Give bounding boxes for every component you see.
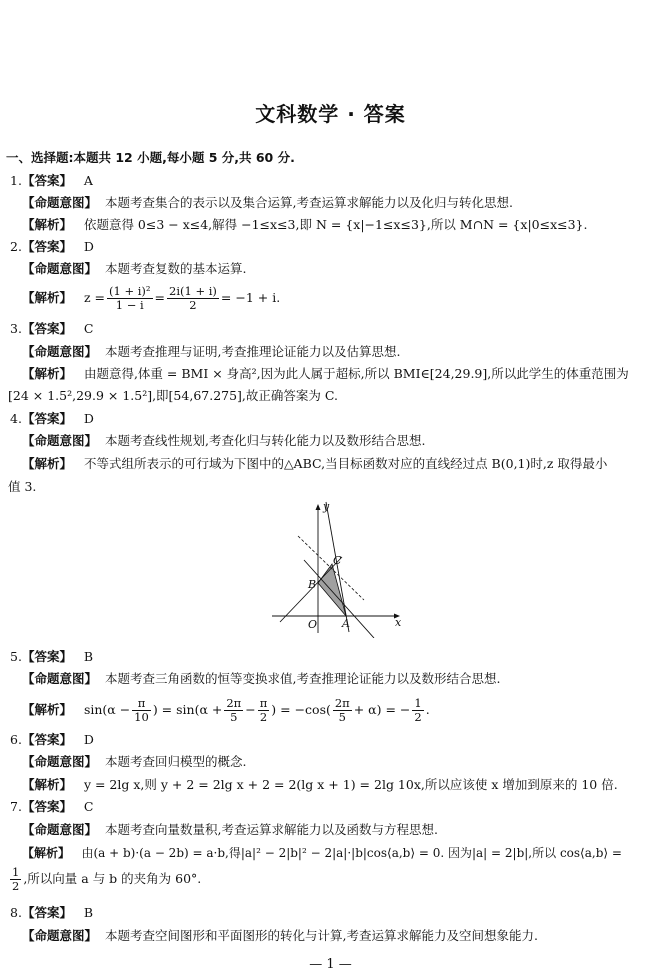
q7-solution-1: 由(a + b)·(a − 2b) = a·b,得|a|² − 2|b|² − 2|a|·|b|cos⟨a,b⟩ = 0. 因为|a| = 2|b|,所以 cos⟨a,b⟩ = <box>81 846 622 860</box>
q4-answer-label: 【答案】 <box>21 411 72 426</box>
point-a-label: A <box>342 617 350 630</box>
q2-answer-label: 【答案】 <box>21 239 72 254</box>
page-number: — 1 — <box>309 957 352 972</box>
section-heading: 一、选择题:本题共 12 小题,每小题 5 分,共 60 分. <box>6 150 295 165</box>
q3-answer: C <box>83 321 94 336</box>
q8-intent: 本题考查空间图形和平面图形的转化与计算,考查运算求解能力及空间想象能力. <box>104 928 538 943</box>
q5-sol-text: + α) = − <box>353 702 411 717</box>
q5-frac1-den: 10 <box>134 710 149 724</box>
q6-solution: y = 2lg x,则 y + 2 = 2lg x + 2 = 2(lg x + 1) = 2lg 10x,所以应该使 x 增加到原来的 10 倍. <box>83 777 618 792</box>
q5-intent-label: 【命题意图】 <box>22 671 98 686</box>
q8-intent-line <box>22 928 538 944</box>
q7-solution-line <box>22 845 622 861</box>
q4-number: 4. <box>10 411 22 426</box>
q2-frac2-den: 2 <box>189 298 197 312</box>
q3-intent: 本题考查推理与证明,考查推理论证能力以及估算思想. <box>104 344 401 359</box>
origin-label: O <box>308 618 318 631</box>
q2-sol-text: z = <box>83 290 105 305</box>
q6-number: 6. <box>10 732 22 747</box>
q5-frac4-num: 2π <box>334 696 350 710</box>
q5-frac1-num: π <box>132 697 151 711</box>
q7-solution-2-line <box>8 864 201 894</box>
page-title: 文科数学 · 答案 <box>255 102 406 126</box>
q8-intent-label: 【命题意图】 <box>22 928 98 943</box>
q7-intent-line <box>22 822 438 838</box>
q5-number: 5. <box>10 649 22 664</box>
q4-intent-line <box>22 433 425 449</box>
q2-sol-text: = <box>154 290 165 305</box>
q1-number: 1. <box>10 173 22 188</box>
q2-answer-line <box>10 239 94 255</box>
q7-solution-label: 【解析】 <box>22 846 71 860</box>
q3-intent-label: 【命题意图】 <box>22 344 98 359</box>
q5-answer: B <box>83 649 94 664</box>
q7-answer: C <box>83 799 94 814</box>
q1-solution: 依题意得 0≤3 − x≤4,解得 −1≤x≤3,即 N = {x|−1≤x≤3},所以 M∩N = {x|0≤x≤3}. <box>83 217 588 232</box>
q5-sol-text: ) = sin(α + <box>152 702 223 717</box>
q5-frac3-num: π <box>259 696 268 710</box>
q5-sol-text: . <box>425 702 430 717</box>
q3-solution-1: 由题意得,体重 = BMI × 身高²,因为此人属于超标,所以 BMI∈[24,29.9],所以此学生的体重范围为 <box>83 366 629 381</box>
q5-frac2-num: 2π <box>226 696 242 710</box>
q4-solution-label: 【解析】 <box>22 456 73 471</box>
q4-solution-line <box>22 456 607 472</box>
q7-frac1-den: 2 <box>12 879 20 893</box>
q5-frac2-den: 5 <box>230 710 238 724</box>
point-b-label: B <box>308 578 317 591</box>
q2-solution-line <box>22 283 280 313</box>
q1-answer-line <box>10 173 93 189</box>
q6-solution-label: 【解析】 <box>22 777 73 792</box>
q2-intent-line <box>22 261 246 277</box>
q6-intent-label: 【命题意图】 <box>22 754 98 769</box>
q4-solution-2: 值 3. <box>8 479 37 494</box>
q1-solution-label: 【解析】 <box>22 217 73 232</box>
q4-intent-label: 【命题意图】 <box>22 433 98 448</box>
q7-intent-label: 【命题意图】 <box>22 822 98 837</box>
q7-fraction-1 <box>10 866 21 893</box>
q6-intent: 本题考查回归模型的概念. <box>104 754 247 769</box>
q3-solution-line <box>22 366 629 382</box>
q7-answer-label: 【答案】 <box>21 799 72 814</box>
q7-solution-2: ,所以向量 a 与 b 的夹角为 60°. <box>23 871 202 886</box>
q5-frac5-num: 1 <box>414 696 422 710</box>
q1-answer: A <box>83 173 93 188</box>
y-axis-arrow <box>316 504 321 510</box>
q1-intent-label: 【命题意图】 <box>22 195 98 210</box>
q5-fraction-3 <box>258 697 270 724</box>
q5-intent-line <box>22 671 500 687</box>
q5-sol-text: sin(α − <box>83 702 131 717</box>
q5-answer-label: 【答案】 <box>21 649 72 664</box>
q5-intent: 本题考查三角函数的恒等变换求值,考查推理论证能力以及数形结合思想. <box>104 671 501 686</box>
q8-answer-line <box>10 905 93 921</box>
q2-intent-label: 【命题意图】 <box>22 261 98 276</box>
q5-solution-line <box>22 695 430 725</box>
q5-fraction-5 <box>412 697 423 724</box>
q1-answer-label: 【答案】 <box>21 173 72 188</box>
q3-solution-label: 【解析】 <box>22 366 73 381</box>
q4-answer-line <box>10 411 94 427</box>
x-axis-label: x <box>395 616 402 629</box>
q2-sol-text: = −1 + i. <box>220 290 281 305</box>
q2-frac1-den: 1 − i <box>115 298 144 312</box>
q5-fraction-1 <box>132 697 151 724</box>
q5-frac4-den: 5 <box>338 710 346 724</box>
q5-frac5-den: 2 <box>414 710 422 724</box>
q2-fraction-2 <box>167 285 219 312</box>
q6-answer-line <box>10 732 94 748</box>
q2-answer: D <box>83 239 94 254</box>
q5-solution-label: 【解析】 <box>22 702 73 717</box>
q3-answer-line <box>10 321 93 337</box>
q5-frac3-den: 2 <box>259 710 268 724</box>
q8-answer: B <box>83 905 94 920</box>
q7-number: 7. <box>10 799 22 814</box>
q3-intent-line <box>22 344 400 360</box>
q4-solution-1: 不等式组所表示的可行域为下图中的△ABC,当目标函数对应的直线经过点 B(0,1)时,z 取得最小 <box>83 456 608 471</box>
q2-frac2-num: 2i(1 + i) <box>169 284 217 298</box>
q6-answer: D <box>83 732 94 747</box>
q2-number: 2. <box>10 239 22 254</box>
q7-intent: 本题考查向量数量积,考查运算求解能力以及函数与方程思想. <box>104 822 438 837</box>
q4-answer: D <box>83 411 94 426</box>
q6-intent-line <box>22 754 246 770</box>
q6-solution-line <box>22 777 618 793</box>
q7-answer-line <box>10 799 93 815</box>
point-c-label: C <box>333 554 342 567</box>
q7-frac1-num: 1 <box>12 865 20 879</box>
q2-fraction-1 <box>107 285 153 312</box>
q8-answer-label: 【答案】 <box>21 905 72 920</box>
y-axis-label: y <box>323 500 330 513</box>
q2-intent: 本题考查复数的基本运算. <box>104 261 247 276</box>
q6-answer-label: 【答案】 <box>21 732 72 747</box>
q1-intent: 本题考查集合的表示以及集合运算,考查运算求解能力以及化归与转化思想. <box>104 195 513 210</box>
q1-intent-line <box>22 195 513 211</box>
q5-sol-text: − <box>245 702 256 717</box>
q1-solution-line <box>22 217 587 233</box>
q4-intent: 本题考查线性规划,考查化归与转化能力以及数形结合思想. <box>104 433 426 448</box>
feasible-region-figure <box>268 498 408 638</box>
q5-fraction-2 <box>224 697 243 724</box>
q8-number: 8. <box>10 905 22 920</box>
q2-frac1-num: (1 + i)² <box>108 284 151 298</box>
q3-solution-2: [24 × 1.5²,29.9 × 1.5²],即[54,67.275],故正确答案为 C. <box>8 388 338 403</box>
q2-solution-label: 【解析】 <box>22 290 73 305</box>
q3-answer-label: 【答案】 <box>21 321 72 336</box>
q5-fraction-4 <box>333 697 352 724</box>
q5-sol-text: ) = −cos( <box>271 702 331 717</box>
q5-answer-line <box>10 649 93 665</box>
q3-number: 3. <box>10 321 22 336</box>
